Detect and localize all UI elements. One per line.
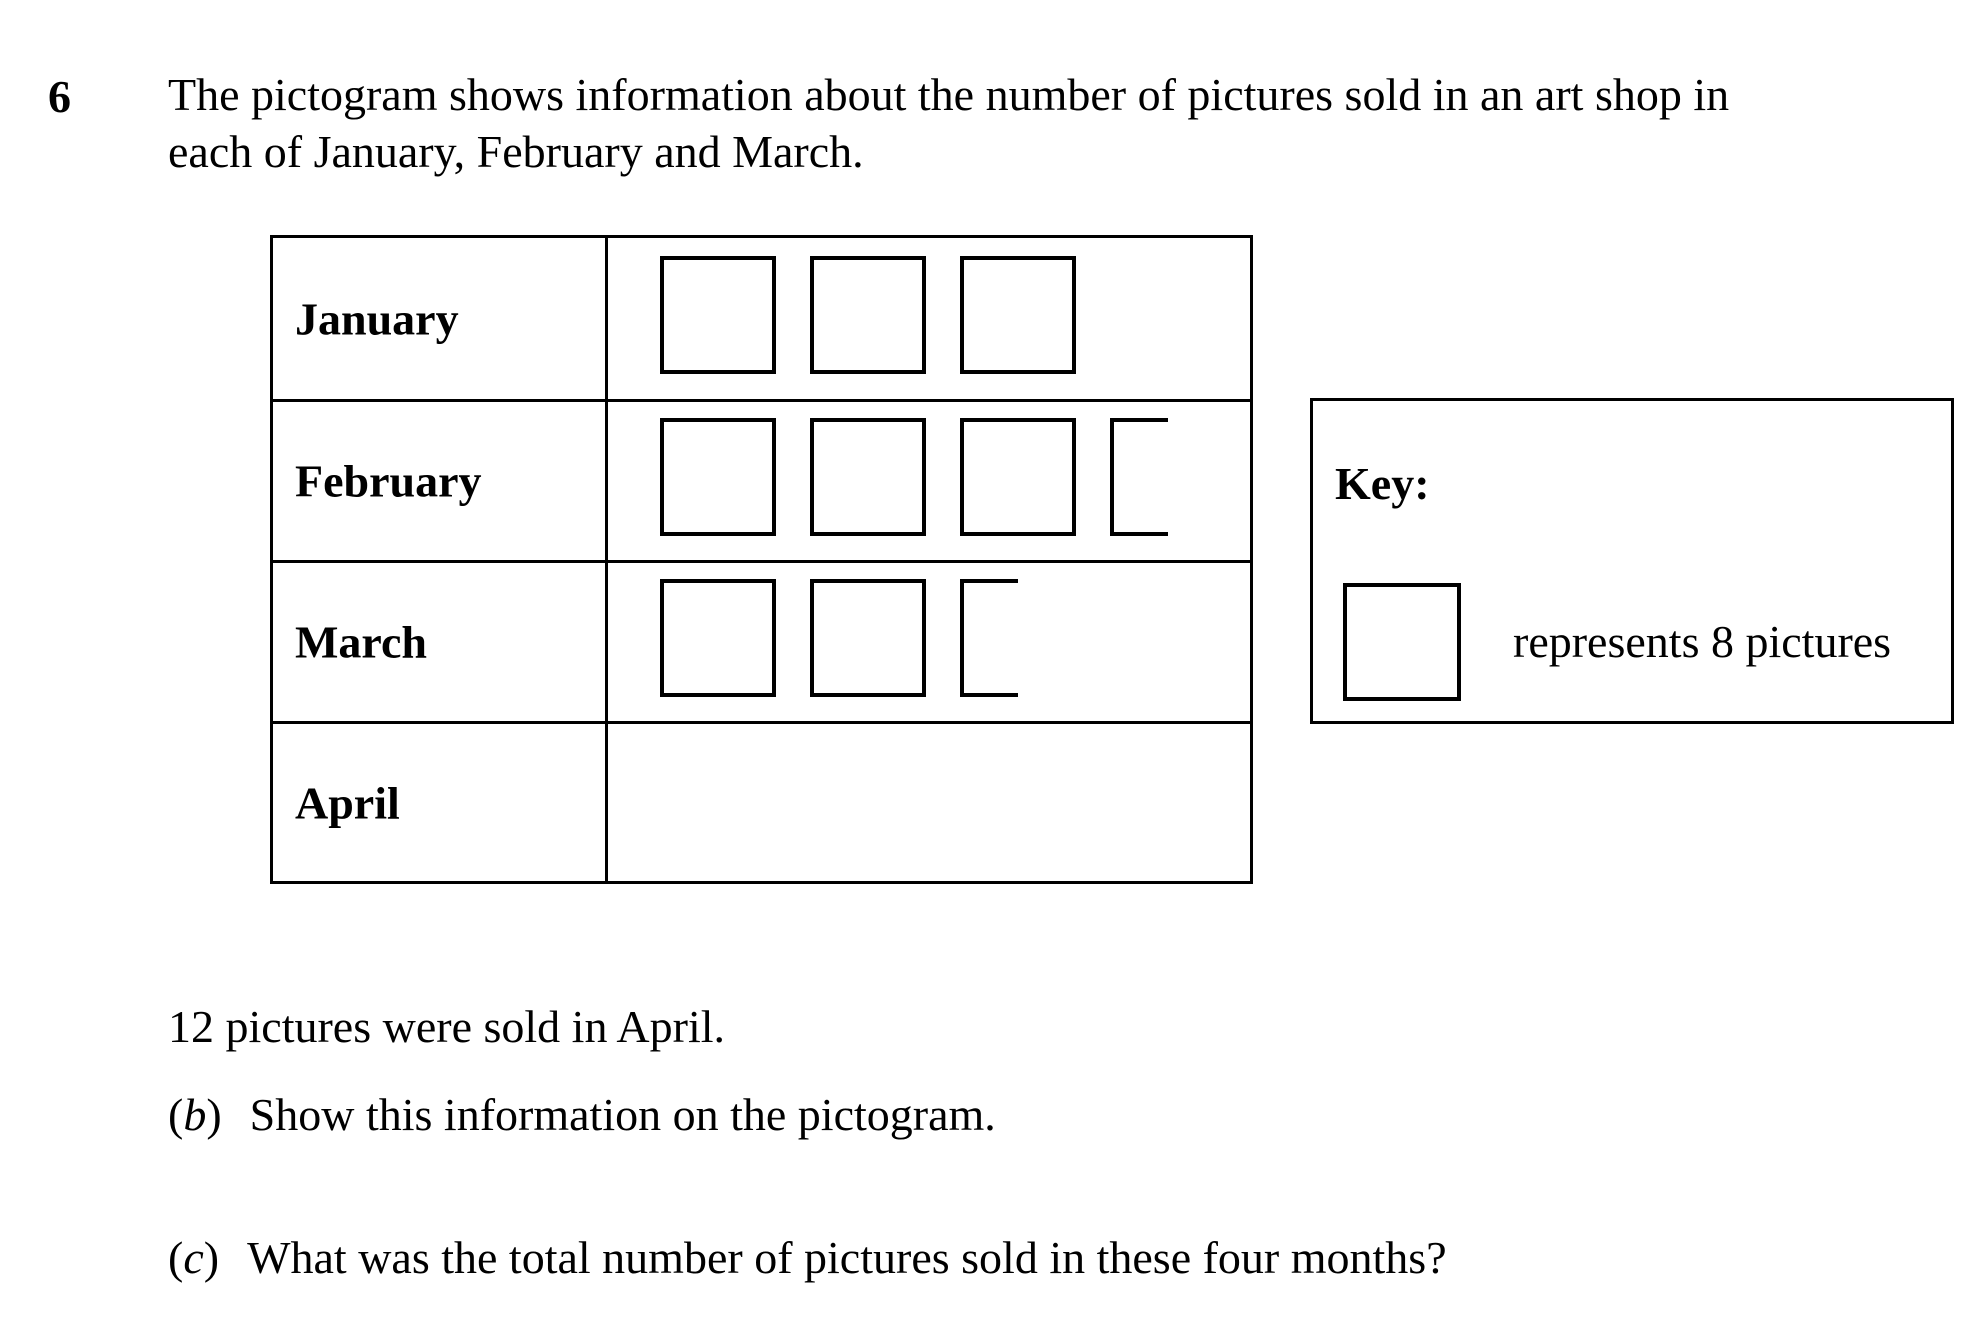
- part-b-label: (b): [168, 1089, 222, 1140]
- part-c: [168, 1231, 1447, 1284]
- question-number: 6: [48, 71, 71, 122]
- full-square-symbol: [660, 579, 776, 697]
- symbol-cell-march: [608, 563, 1250, 721]
- full-square-symbol: [660, 418, 776, 536]
- question-intro: [168, 66, 1908, 180]
- part-c-text: What was the total number of pictures sold in these four months?: [247, 1232, 1447, 1283]
- pictogram-row-january: [273, 238, 1250, 399]
- full-square-symbol: [810, 579, 926, 697]
- pictogram-row-february: [273, 399, 1250, 560]
- intro-line-1: The pictogram shows information about the number of pictures sold in an art shop in: [168, 69, 1730, 120]
- symbol-cell-january: [608, 238, 1250, 399]
- part-b: [168, 1088, 996, 1141]
- pictogram-table: [270, 235, 1253, 884]
- month-cell: [273, 402, 608, 560]
- key-square-symbol: [1343, 583, 1461, 701]
- full-square-symbol: [960, 418, 1076, 536]
- full-square-symbol: [810, 256, 926, 374]
- pictogram-key: [1310, 398, 1954, 724]
- half-square-symbol: [960, 579, 1018, 697]
- april-statement: 12 pictures were sold in April.: [168, 1001, 726, 1052]
- key-description: represents 8 pictures: [1513, 616, 1892, 667]
- month-cell: [273, 238, 608, 399]
- part-b-text: Show this information on the pictogram.: [249, 1089, 996, 1140]
- pictogram-row-april: [273, 721, 1250, 882]
- month-label-january: January: [295, 293, 459, 344]
- full-square-symbol: [960, 256, 1076, 374]
- month-cell: [273, 563, 608, 721]
- intro-line-2: each of January, February and March.: [168, 126, 864, 177]
- key-title: Key:: [1335, 458, 1430, 509]
- part-c-label: (c): [168, 1232, 220, 1283]
- month-cell: [273, 724, 608, 882]
- pictogram-row-march: [273, 560, 1250, 721]
- full-square-symbol: [810, 418, 926, 536]
- month-label-march: March: [295, 616, 428, 668]
- symbol-cell-february: [608, 402, 1250, 560]
- half-square-symbol: [1110, 418, 1168, 536]
- month-label-february: February: [295, 455, 482, 507]
- month-label-april: April: [295, 777, 400, 829]
- symbol-cell-april[interactable]: [608, 724, 1250, 882]
- full-square-symbol: [660, 256, 776, 374]
